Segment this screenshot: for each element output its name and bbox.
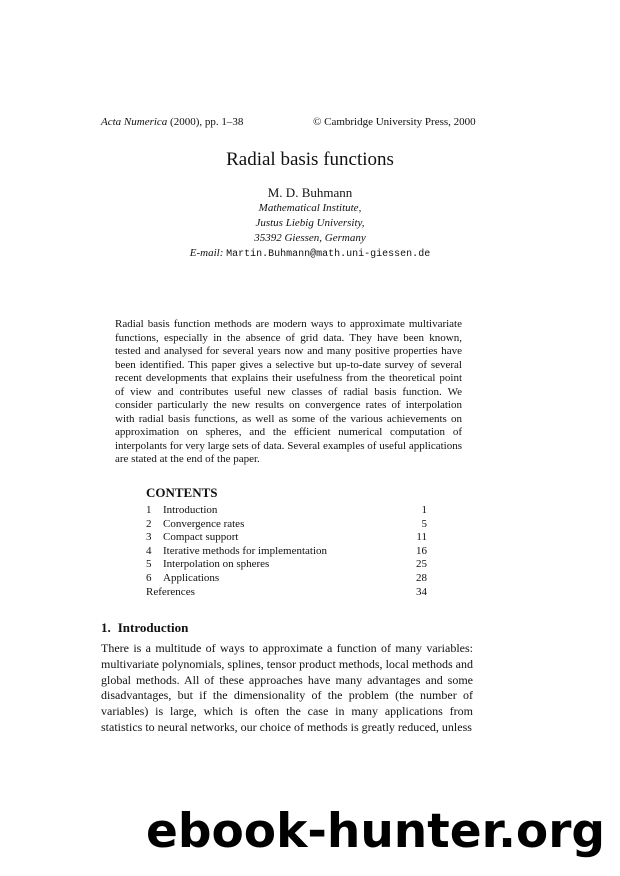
toc-label: Interpolation on spheres bbox=[163, 558, 270, 571]
table-of-contents bbox=[146, 504, 427, 599]
toc-page: 28 bbox=[416, 571, 427, 584]
section-number: 1. bbox=[101, 620, 111, 635]
running-header-journal bbox=[101, 116, 243, 128]
journal-volume-pages: (2000), pp. 1–38 bbox=[167, 116, 244, 128]
author-block bbox=[0, 184, 620, 262]
toc-entry bbox=[146, 504, 427, 518]
abstract: Radial basis function methods are modern ways to approximate multivariate functions, especially in the absence of grid data. They have been known, tested and analysed for several years now and many positive properties have been identified. This paper gives a selective but up-to-date survey of several recent developments that explains their usefulness from the theoretical point of view and contributes useful new classes of radial basis function. We consider particularly the new results on convergence rates of interpolation with radial basis functions, as well as some of the various achievements on approximation on spheres, and the efficient numerical computation of interpolants for very large sets of data. Several examples of useful applications are stated at the end of the paper. bbox=[115, 318, 462, 465]
toc-number: 2 bbox=[146, 517, 152, 530]
section-heading bbox=[101, 620, 188, 636]
contents-heading: CONTENTS bbox=[146, 485, 218, 500]
email-address: Martin.Buhmann@math.uni-giessen.de bbox=[226, 249, 431, 260]
toc-label: References bbox=[146, 585, 195, 598]
toc-number: 5 bbox=[146, 558, 152, 571]
toc-page: 11 bbox=[416, 531, 427, 544]
toc-number: 3 bbox=[146, 531, 152, 544]
email-line bbox=[0, 246, 620, 262]
toc-number: 4 bbox=[146, 544, 152, 557]
toc-label: Compact support bbox=[163, 531, 239, 544]
toc-label: Introduction bbox=[163, 504, 218, 516]
toc-page: 16 bbox=[416, 544, 427, 557]
paper-title: Radial basis functions bbox=[226, 149, 394, 170]
toc-page: 1 bbox=[421, 504, 427, 516]
toc-page: 5 bbox=[421, 517, 427, 530]
toc-entry bbox=[146, 531, 427, 545]
toc-number: 1 bbox=[146, 504, 152, 516]
toc-page: 34 bbox=[416, 585, 427, 598]
toc-label: Iterative methods for implementation bbox=[163, 544, 328, 557]
toc-entry bbox=[146, 518, 427, 532]
author-name: M. D. Buhmann bbox=[267, 185, 353, 200]
section-body-text: There is a multitude of ways to approximate a function of many variables: multivariate polynomials, splines, tensor product methods, local methods and global methods. All of these approaches have many advantages and some disadvantages, but if the dimensionality of the problem (the number of variables) is large, which is often the case in many applications from statistics to neural networks, our choice of methods is greatly reduced, unless bbox=[101, 641, 473, 734]
toc-entry bbox=[146, 558, 427, 572]
affiliation-line-3: 35392 Giessen, Germany bbox=[254, 232, 366, 244]
affiliation-line-2: Justus Liebig University, bbox=[255, 217, 365, 229]
section-title: Introduction bbox=[117, 620, 189, 635]
email-label: E-mail: bbox=[189, 247, 224, 259]
journal-name: Acta Numerica bbox=[101, 116, 168, 128]
toc-page: 25 bbox=[416, 558, 427, 571]
toc-entry bbox=[146, 545, 427, 559]
toc-number: 6 bbox=[146, 571, 152, 584]
affiliation-line-1: Mathematical Institute, bbox=[258, 202, 362, 214]
toc-label: Applications bbox=[163, 571, 220, 584]
toc-entry bbox=[146, 586, 427, 600]
toc-entry bbox=[146, 572, 427, 586]
copyright-notice: © Cambridge University Press, 2000 bbox=[313, 116, 476, 128]
toc-label: Convergence rates bbox=[163, 517, 245, 530]
watermark-text: ebook-hunter.org bbox=[146, 804, 606, 859]
